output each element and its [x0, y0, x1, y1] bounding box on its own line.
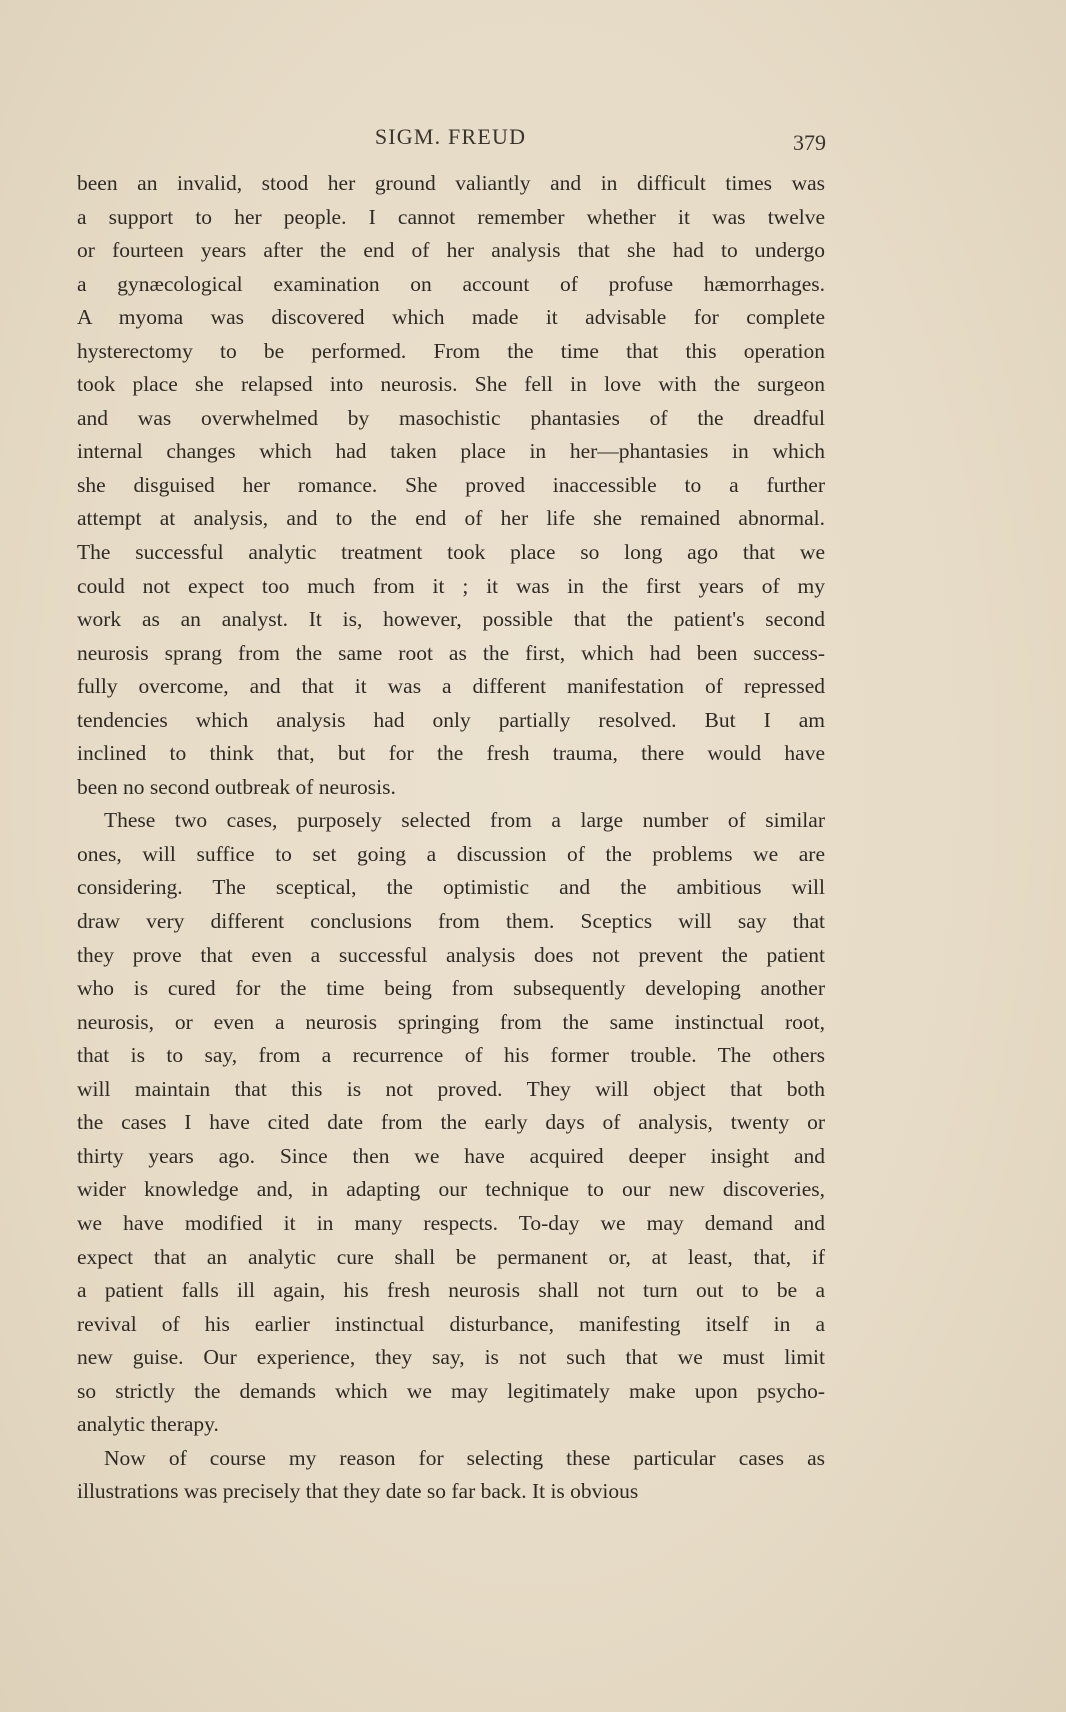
text-line: took place she relapsed into neurosis. She fell in love with the surgeon: [77, 372, 825, 397]
text-line: who is cured for the time being from subsequently developing another: [77, 976, 825, 1001]
text-line: internal changes which had taken place in her—phantasies in which: [77, 439, 825, 464]
text-line: analytic therapy.: [77, 1412, 219, 1437]
paragraph: [77, 804, 825, 1441]
text-line: new guise. Our experience, they say, is not such that we must limit: [77, 1345, 825, 1370]
text-line: a gynæcological examination on account of profuse hæmorrhages.: [77, 271, 825, 296]
text-line: ones, will suffice to set going a discussion of the problems we are: [77, 841, 825, 866]
text-line: the cases I have cited date from the early days of analysis, twenty or: [77, 1110, 825, 1135]
text-line: draw very different conclusions from them. Sceptics will say that: [77, 909, 825, 934]
text-line: that is to say, from a recurrence of his former trouble. The others: [77, 1043, 825, 1068]
text-line: A myoma was discovered which made it advisable for complete: [77, 305, 825, 330]
text-line: inclined to think that, but for the fresh trauma, there would have: [77, 741, 825, 766]
text-line: The successful analytic treatment took place so long ago that we: [77, 540, 825, 565]
text-line: or fourteen years after the end of her analysis that she had to undergo: [77, 238, 825, 263]
text-line: wider knowledge and, in adapting our technique to our new discoveries,: [77, 1177, 825, 1202]
text-line: work as an analyst. It is, however, possible that the patient's second: [77, 607, 825, 632]
text-line: a support to her people. I cannot remember whether it was twelve: [77, 204, 825, 229]
paragraph: [77, 1442, 825, 1509]
text-line: she disguised her romance. She proved inaccessible to a further: [77, 472, 825, 497]
text-line: neurosis, or even a neurosis springing from the same instinctual root,: [77, 1009, 825, 1034]
text-line: they prove that even a successful analysis does not prevent the patient: [77, 942, 825, 967]
text-line: considering. The sceptical, the optimistic and the ambitious will: [77, 875, 825, 900]
text-line: been no second outbreak of neurosis.: [77, 774, 396, 799]
text-line: been an invalid, stood her ground valiantly and in difficult times was: [77, 171, 825, 195]
page-number: 379: [793, 130, 826, 155]
text-line: hysterectomy to be performed. From the time that this operation: [77, 338, 825, 363]
text-line: revival of his earlier instinctual disturbance, manifesting itself in a: [77, 1311, 825, 1336]
text-line: tendencies which analysis had only partially resolved. But I am: [77, 707, 825, 732]
text-line: will maintain that this is not proved. They will object that both: [77, 1076, 825, 1101]
text-line: so strictly the demands which we may legitimately make upon psycho-: [77, 1378, 825, 1403]
text-line: a patient falls ill again, his fresh neurosis shall not turn out to be a: [77, 1278, 825, 1303]
text-line: and was overwhelmed by masochistic phantasies of the dreadful: [77, 405, 825, 430]
text-line: illustrations was precisely that they date so far back. It is obvious: [77, 1479, 639, 1504]
running-head: SIGM. FREUD: [374, 124, 527, 149]
text-line: expect that an analytic cure shall be permanent or, at least, that, if: [77, 1244, 825, 1269]
text-line: neurosis sprang from the same root as the first, which had been success-: [77, 640, 825, 665]
text-line: could not expect too much from it ; it was in the first years of my: [77, 573, 825, 598]
text-line: Now of course my reason for selecting these particular cases as: [104, 1445, 825, 1470]
text-line: we have modified it in many respects. To-day we may demand and: [77, 1210, 825, 1235]
text-line: attempt at analysis, and to the end of her life she remained abnormal.: [77, 506, 825, 531]
page-header: [77, 124, 824, 158]
text-line: These two cases, purposely selected from a large number of similar: [104, 808, 825, 833]
paragraph: [77, 167, 825, 804]
body-text: [77, 167, 825, 1509]
text-line: thirty years ago. Since then we have acquired deeper insight and: [77, 1143, 825, 1168]
text-line: fully overcome, and that it was a different manifestation of repressed: [77, 674, 825, 699]
